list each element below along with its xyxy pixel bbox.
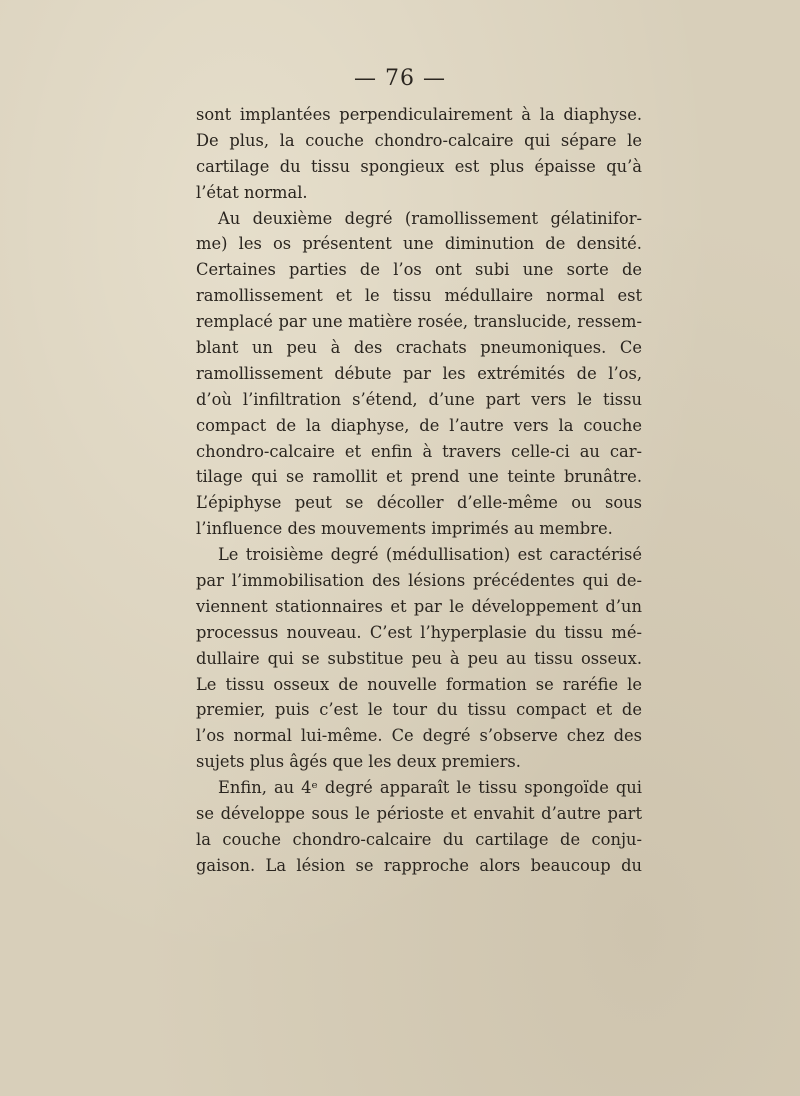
text-line: Au deuxième degré (ramollissement gélatinifor- xyxy=(218,208,642,228)
body-text xyxy=(196,102,642,879)
text-line: par l’immobilisation des lésions précédentes qui de- xyxy=(196,571,642,591)
text-line: Le tissu osseux de nouvelle formation se raréfie le xyxy=(196,674,642,694)
text-line: dullaire qui se substitue peu à peu au tissu osseux. xyxy=(196,648,642,668)
text-line: la couche chondro-calcaire du cartilage de conju- xyxy=(196,829,642,849)
text-line: Le troisième degré (médullisation) est caractérisé xyxy=(218,545,642,565)
text-line: l’état normal. xyxy=(196,182,308,202)
page-number: — 76 — xyxy=(354,66,446,91)
text-line: tilage qui se ramollit et prend une teinte brunâtre. xyxy=(196,467,642,487)
text-line: ramollissement débute par les extrémités de l’os, xyxy=(196,363,642,383)
text-line: premier, puis c’est le tour du tissu compact et de xyxy=(196,700,642,720)
text-line: Certaines parties de l’os ont subi une sorte de xyxy=(196,260,642,280)
text-line: processus nouveau. C’est l’hyperplasie du tissu mé- xyxy=(196,622,642,642)
text-line: chondro-calcaire et enfin à travers celle-ci au car- xyxy=(196,441,642,461)
text-line: d’où l’infiltration s’étend, d’une part vers le tissu xyxy=(196,389,642,409)
text-line: compact de la diaphyse, de l’autre vers la couche xyxy=(196,415,642,435)
text-line: sont implantées perpendiculairement à la diaphyse. xyxy=(196,105,642,124)
text-line: l’influence des mouvements imprimés au membre. xyxy=(196,519,613,539)
text-line: L’épiphyse peut se décoller d’elle-même ou sous xyxy=(196,493,642,513)
text-line: cartilage du tissu spongieux est plus épaisse qu’à xyxy=(196,156,642,176)
text-line: blant un peu à des crachats pneumoniques. Ce xyxy=(196,338,642,358)
text-line: ramollissement et le tissu médullaire normal est xyxy=(196,286,642,306)
text-line: sujets plus âgés que les deux premiers. xyxy=(196,752,521,772)
text-line: gaison. La lésion se rapproche alors beaucoup du xyxy=(196,855,642,875)
text-line: l’os normal lui-même. Ce degré s’observe chez des xyxy=(196,726,642,746)
text-line: De plus, la couche chondro-calcaire qui sépare le xyxy=(196,130,642,150)
text-line: remplacé par une matière rosée, translucide, ressem- xyxy=(196,312,642,332)
text-line: viennent stationnaires et par le développement d’un xyxy=(196,596,642,616)
text-line: se développe sous le périoste et envahit d’autre part xyxy=(196,804,642,824)
text-line: me) les os présentent une diminution de densité. xyxy=(196,234,642,254)
text-line: Enfin, au 4ᵉ degré apparaît le tissu spongoïde qui xyxy=(218,778,642,798)
